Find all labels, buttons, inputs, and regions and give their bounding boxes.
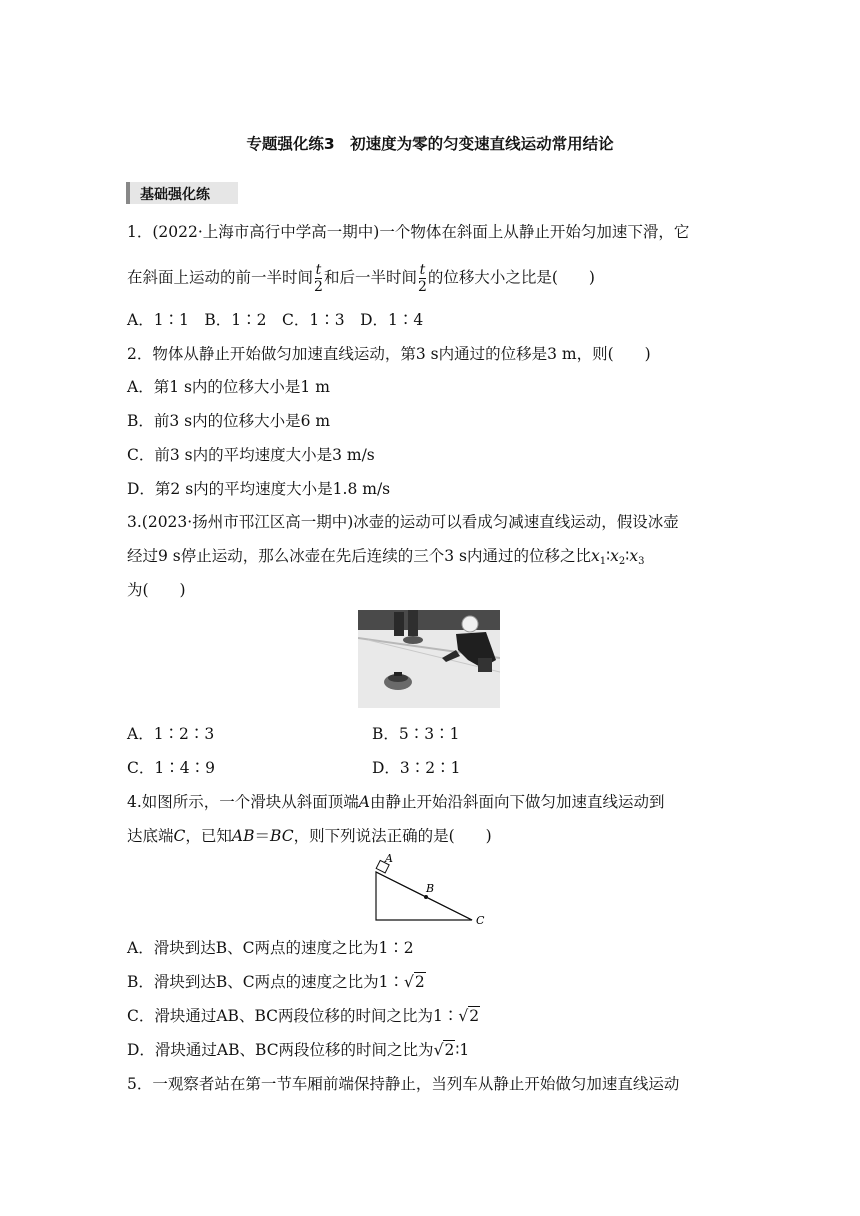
label-c: C <box>476 914 485 927</box>
fraction-t-over-2: $\frac{t}{2}$ <box>314 262 323 295</box>
q3-line3: 为( ) <box>127 581 186 599</box>
q1-line2: 在斜面上运动的前一半时间 $\frac{t}{2}$ 和后一半时间 $\frac{t}{2}$ 的位移大小之比是( ) <box>127 262 595 295</box>
q3-line1: 3.(2023·扬州市邗江区高一期中)冰壶的运动可以看成匀减速直线运动，假设冰壶 <box>127 513 679 531</box>
q2-option-b: B．前3 s内的位移大小是6 m <box>127 412 331 430</box>
section-label: 基础强化练 <box>140 187 210 203</box>
q2-option-a: A．第1 s内的位移大小是1 m <box>127 378 330 396</box>
q4-option-b: B．滑块到达B、C两点的速度之比为1∶√2 <box>127 973 425 991</box>
q5-line1: 5．一观察者站在第一节车厢前端保持静止，当列车从静止开始做匀加速直线运动 <box>127 1075 680 1093</box>
curling-photo <box>358 610 500 708</box>
incline-diagram <box>368 850 492 928</box>
q2-option-c: C．前3 s内的平均速度大小是3 m/s <box>127 446 375 464</box>
q3-option-d: D．3∶2∶1 <box>372 759 461 777</box>
sqrt-2: √2 <box>433 1041 455 1059</box>
sqrt-2: √2 <box>404 973 425 991</box>
section-header <box>126 182 238 204</box>
q4-line2: 达底端C，已知AB＝BC，则下列说法正确的是( ) <box>127 827 492 845</box>
fraction-t-over-2: $\frac{t}{2}$ <box>417 262 427 295</box>
label-a: A <box>385 852 393 865</box>
q2-stem: 2．物体从静止开始做匀加速直线运动，第3 s内通过的位移是3 m，则( ) <box>127 345 651 363</box>
q4-line1: 4.如图所示，一个滑块从斜面顶端A由静止开始沿斜面向下做匀加速直线运动到 <box>127 793 665 811</box>
label-b: B <box>426 882 435 895</box>
q3-line2: 经过9 s停止运动，那么冰壶在先后连续的三个3 s内通过的位移之比$x_1∶x_2∶x_3$ <box>127 547 645 567</box>
q4-option-d: D．滑块通过AB、BC两段位移的时间之比为√2∶1 <box>127 1041 470 1059</box>
q3-option-a: A．1∶2∶3 <box>127 725 215 743</box>
q3-option-c: C．1∶4∶9 <box>127 759 215 777</box>
q3-option-b: B．5∶3∶1 <box>372 725 460 743</box>
sqrt-2: √2 <box>458 1007 480 1025</box>
q1-options: A．1∶1 B．1∶2 C．1∶3 D．1∶4 <box>127 311 424 329</box>
q1-line1: 1．(2022·上海市高行中学高一期中)一个物体在斜面上从静止开始匀加速下滑，它 <box>127 223 690 241</box>
page-title: 专题强化练3 初速度为零的匀变速直线运动常用结论 <box>246 135 614 153</box>
q4-option-a: A．滑块到达B、C两点的速度之比为1∶2 <box>127 939 414 957</box>
q4-option-c: C．滑块通过AB、BC两段位移的时间之比为1∶√2 <box>127 1007 480 1025</box>
q2-option-d: D．第2 s内的平均速度大小是1.8 m/s <box>127 480 391 498</box>
